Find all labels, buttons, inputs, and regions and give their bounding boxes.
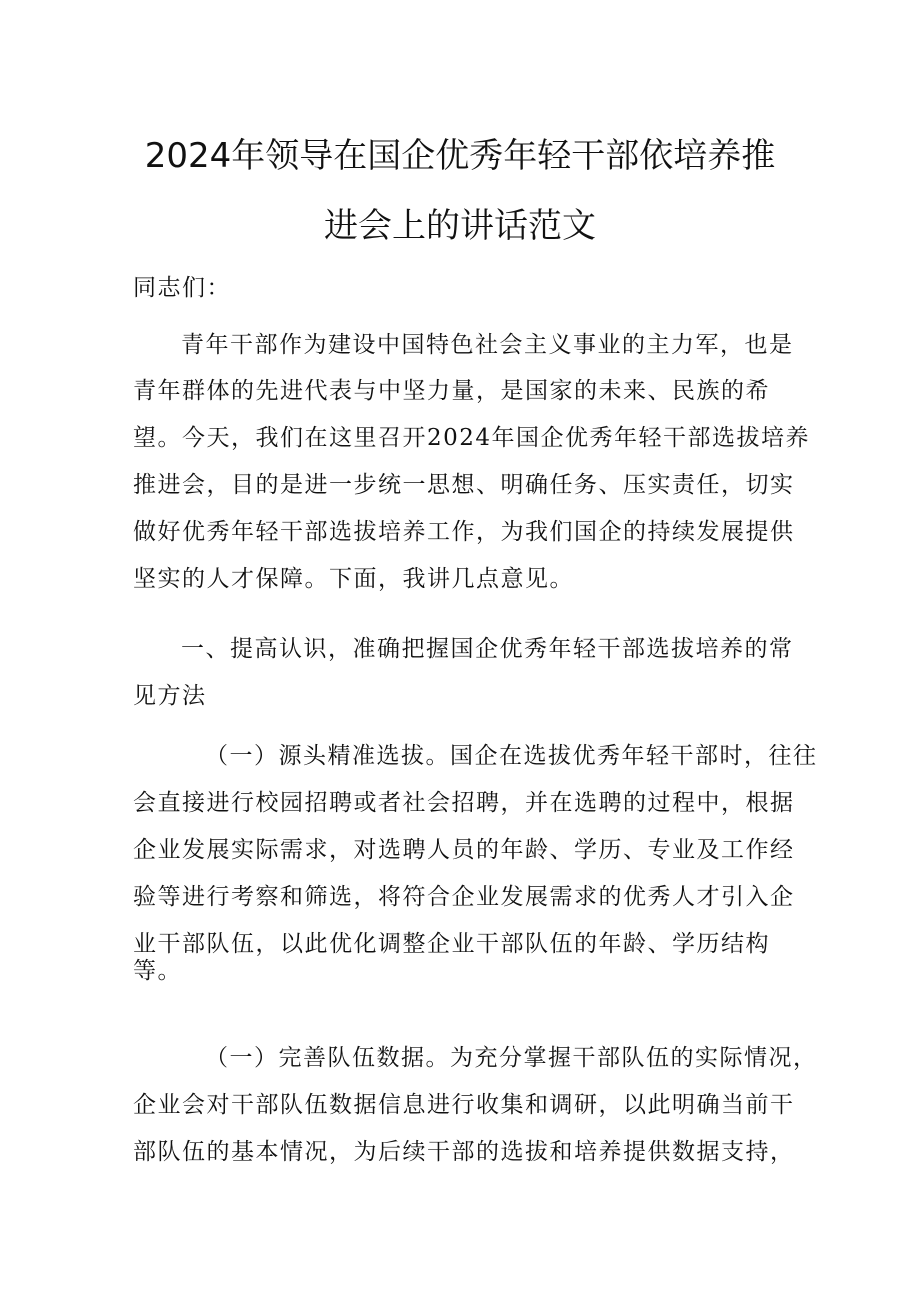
document-title-line-1: 2024年领导在国企优秀年轻干部依培养推 (144, 136, 776, 176)
paragraph-1-line: 望。今天，我们在这里召开2024年国企优秀年轻干部选拔培养 (133, 425, 811, 451)
paragraph-1-line: 做好优秀年轻干部选拔培养工作，为我们国企的持续发展提供 (133, 519, 795, 545)
section-heading-line: 一、提高认识，准确把握国企优秀年轻干部选拔培养的常 (181, 636, 794, 662)
paragraph-4-line: 部队伍的基本情况，为后续干部的选拔和培养提供数据支持， (133, 1139, 795, 1165)
paragraph-3-line: 企业发展实际需求，对选聘人员的年龄、学历、专业及工作经 (133, 837, 795, 863)
paragraph-3-line: 会直接进行校园招聘或者社会招聘，并在选聘的过程中，根据 (133, 790, 795, 816)
paragraph-4-line: （一）完善队伍数据。为充分掌握干部队伍的实际情况， (205, 1045, 818, 1071)
paragraph-1-line: 推进会，目的是进一步统一思想、明确任务、压实责任，切实 (133, 472, 795, 498)
document-title-line-2: 进会上的讲话范文 (324, 206, 596, 246)
paragraph-3-line: 等。 (133, 958, 182, 984)
paragraph-1-line: 坚实的人才保障。下面，我讲几点意见。 (133, 566, 574, 592)
paragraph-3-line: （一）源头精准选拔。国企在选拔优秀年轻干部时，往往 (205, 743, 818, 769)
paragraph-3-line: 验等进行考察和筛选，将符合企业发展需求的优秀人才引入企 (133, 884, 795, 910)
paragraph-4-line: 企业会对干部队伍数据信息进行收集和调研，以此明确当前干 (133, 1092, 795, 1118)
paragraph-1-line: 青年群体的先进代表与中坚力量，是国家的未来、民族的希 (133, 378, 770, 404)
salutation: 同志们： (133, 275, 231, 301)
paragraph-3-line: 业干部队伍，以此优化调整企业干部队伍的年龄、学历结构 (133, 931, 770, 957)
paragraph-1-line: 青年干部作为建设中国特色社会主义事业的主力军，也是 (181, 332, 794, 358)
section-heading-line: 见方法 (133, 683, 207, 709)
